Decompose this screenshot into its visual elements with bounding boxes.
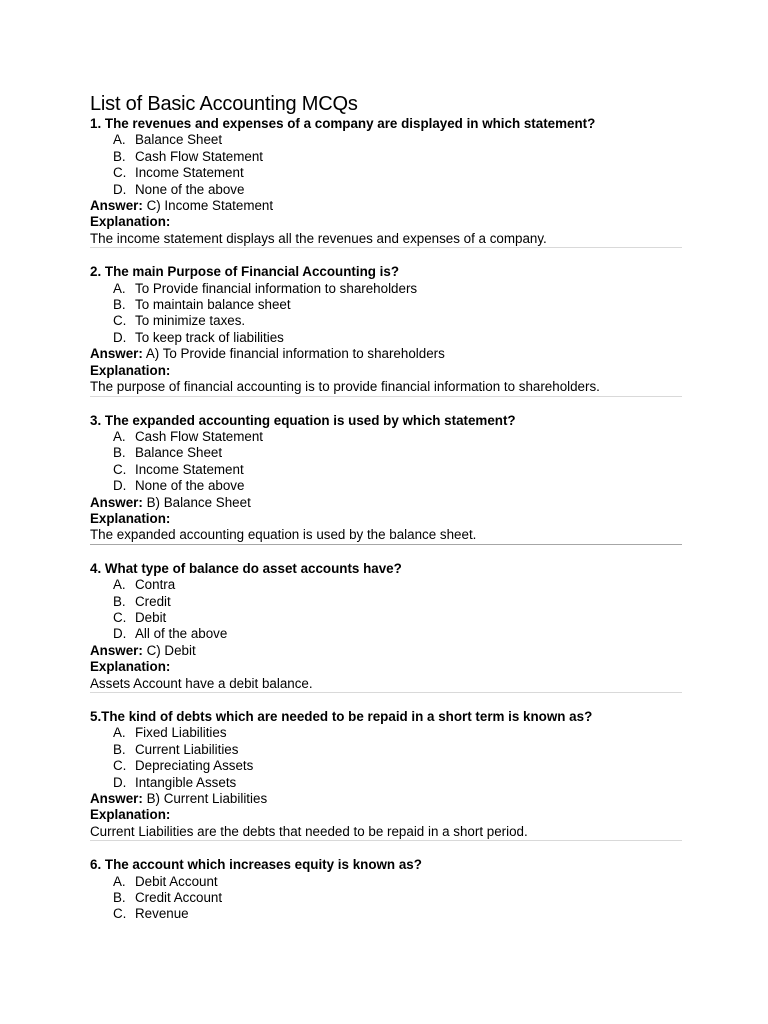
explanation-label: Explanation: [90, 214, 171, 230]
option-list [90, 132, 680, 198]
option-text: None of the above [135, 478, 245, 494]
option-letter: B. [113, 741, 126, 757]
option-text: Credit [135, 593, 171, 609]
option-text: Cash Flow Statement [135, 428, 264, 444]
option-item [90, 445, 680, 461]
option-list [90, 281, 680, 347]
question-4 [90, 561, 680, 693]
option-item [90, 149, 680, 165]
explanation-text: The purpose of financial accounting is to provide financial information to shareholders. [90, 379, 600, 395]
answer-line [90, 643, 680, 659]
explanation-text: Assets Account have a debit balance. [90, 675, 313, 691]
option-item [90, 594, 680, 610]
option-item [90, 725, 680, 741]
option-item [90, 626, 680, 642]
option-item [90, 281, 680, 297]
answer-line [90, 791, 680, 807]
divider [90, 544, 682, 545]
option-text: Depreciating Assets [135, 758, 254, 774]
explanation-label: Explanation: [90, 510, 171, 526]
option-letter: B. [113, 593, 126, 609]
option-item [90, 874, 680, 890]
option-item [90, 165, 680, 181]
option-list [90, 874, 680, 923]
option-letter: B. [113, 297, 126, 313]
option-text: To Provide financial information to shareholders [135, 280, 418, 296]
option-item [90, 742, 680, 758]
option-item [90, 182, 680, 198]
option-list [90, 725, 680, 791]
explanation-text: The expanded accounting equation is used by the balance sheet. [90, 527, 477, 543]
option-letter: C. [113, 906, 127, 922]
option-item [90, 313, 680, 329]
option-letter: D. [113, 774, 127, 790]
explanation-label: Explanation: [90, 362, 171, 378]
question-text: 3. The expanded accounting equation is used by which statement? [90, 412, 516, 428]
question-5 [90, 709, 680, 841]
option-item [90, 330, 680, 346]
option-letter: C. [113, 461, 127, 477]
question-text: 4. What type of balance do asset accounts have? [90, 560, 402, 576]
option-text: Contra [135, 577, 176, 593]
option-text: Intangible Assets [135, 774, 237, 790]
answer-value: B) Current Liabilities [146, 791, 268, 807]
option-letter: A. [113, 873, 126, 889]
option-text: Cash Flow Statement [135, 148, 264, 164]
option-text: All of the above [135, 626, 228, 642]
option-text: Balance Sheet [135, 445, 223, 461]
option-letter: A. [113, 132, 126, 148]
option-list [90, 577, 680, 643]
option-item [90, 132, 680, 148]
question-text: 6. The account which increases equity is known as? [90, 857, 422, 873]
option-item [90, 462, 680, 478]
option-letter: A. [113, 428, 126, 444]
option-list [90, 429, 680, 495]
option-item [90, 758, 680, 774]
answer-label: Answer: [90, 346, 143, 362]
option-text: To maintain balance sheet [135, 297, 291, 313]
option-item [90, 610, 680, 626]
option-text: Income Statement [135, 165, 244, 181]
question-text: 1. The revenues and expenses of a company are displayed in which statement? [90, 116, 596, 131]
option-text: Revenue [135, 906, 189, 922]
option-item [90, 906, 680, 922]
option-text: Balance Sheet [135, 132, 223, 148]
question-6 [90, 857, 680, 923]
divider [90, 840, 682, 841]
option-item [90, 478, 680, 494]
answer-line [90, 495, 680, 511]
explanation-label: Explanation: [90, 659, 171, 675]
question-3 [90, 413, 680, 545]
option-letter: C. [113, 313, 127, 329]
answer-label: Answer: [90, 198, 143, 214]
option-letter: C. [113, 165, 127, 181]
option-text: Fixed Liabilities [135, 725, 227, 741]
option-letter: C. [113, 758, 127, 774]
option-letter: D. [113, 626, 127, 642]
option-letter: B. [113, 890, 126, 906]
answer-label: Answer: [90, 642, 143, 658]
document-page [90, 92, 680, 923]
answer-label: Answer: [90, 791, 143, 807]
answer-value: C) Income Statement [146, 198, 274, 214]
answer-value: B) Balance Sheet [146, 494, 251, 510]
option-letter: A. [113, 280, 126, 296]
answer-value: C) Debit [146, 642, 196, 658]
option-text: None of the above [135, 181, 245, 197]
question-2 [90, 264, 680, 396]
option-item [90, 890, 680, 906]
divider [90, 692, 682, 693]
question-1 [90, 116, 680, 248]
answer-label: Answer: [90, 494, 143, 510]
explanation-text: The income statement displays all the revenues and expenses of a company. [90, 230, 547, 246]
option-letter: B. [113, 148, 126, 164]
option-text: To minimize taxes. [135, 313, 246, 329]
answer-value: A) To Provide financial information to shareholders [145, 346, 445, 362]
answer-line [90, 198, 680, 214]
explanation-label: Explanation: [90, 807, 171, 823]
option-letter: D. [113, 478, 127, 494]
option-item [90, 429, 680, 445]
option-item [90, 775, 680, 791]
option-text: Income Statement [135, 461, 244, 477]
option-letter: A. [113, 577, 126, 593]
question-text: 2. The main Purpose of Financial Accounting is? [90, 264, 400, 280]
answer-line [90, 346, 680, 362]
option-letter: D. [113, 329, 127, 345]
option-item [90, 577, 680, 593]
option-text: Debit [135, 609, 167, 625]
option-letter: C. [113, 609, 127, 625]
option-item [90, 297, 680, 313]
option-letter: D. [113, 181, 127, 197]
option-letter: B. [113, 445, 126, 461]
option-text: Debit Account [135, 873, 218, 889]
option-text: Credit Account [135, 890, 223, 906]
divider [90, 247, 682, 248]
question-text: 5.The kind of debts which are needed to be repaid in a short term is known as? [90, 709, 593, 724]
page-title: List of Basic Accounting MCQs [90, 93, 358, 115]
explanation-text: Current Liabilities are the debts that needed to be repaid in a short period. [90, 823, 528, 839]
option-text: Current Liabilities [135, 741, 239, 757]
option-letter: A. [113, 725, 126, 741]
option-text: To keep track of liabilities [135, 329, 284, 345]
divider [90, 396, 682, 397]
